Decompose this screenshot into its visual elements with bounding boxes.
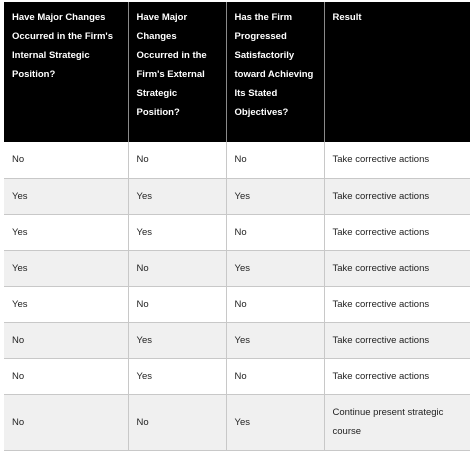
cell-result: Take corrective actions <box>324 358 470 394</box>
cell-internal: Yes <box>4 178 128 214</box>
cell-external: No <box>128 286 226 322</box>
table-row <box>4 286 470 322</box>
cell-result: Take corrective actions <box>324 250 470 286</box>
cell-result: Continue present strategic course <box>324 394 470 450</box>
cell-internal: Yes <box>4 250 128 286</box>
cell-internal: Yes <box>4 214 128 250</box>
cell-objectives: Yes <box>226 178 324 214</box>
cell-internal: No <box>4 322 128 358</box>
table-header <box>4 2 470 142</box>
cell-internal: No <box>4 358 128 394</box>
table-row <box>4 250 470 286</box>
cell-objectives: No <box>226 142 324 178</box>
cell-objectives: Yes <box>226 394 324 450</box>
table-row <box>4 142 470 178</box>
cell-external: No <box>128 394 226 450</box>
table-row <box>4 322 470 358</box>
strategy-evaluation-table-container <box>4 2 470 451</box>
cell-result: Take corrective actions <box>324 214 470 250</box>
cell-objectives: Yes <box>226 322 324 358</box>
cell-objectives: No <box>226 214 324 250</box>
header-row <box>4 2 470 142</box>
table-row <box>4 394 470 450</box>
header-objectives-progress: Has the Firm Progressed Satisfactorily toward Achieving Its Stated Objectives? <box>226 2 324 142</box>
cell-internal: Yes <box>4 286 128 322</box>
table-row <box>4 358 470 394</box>
strategy-evaluation-table <box>4 2 470 451</box>
cell-external: Yes <box>128 322 226 358</box>
table-body <box>4 142 470 450</box>
cell-objectives: No <box>226 286 324 322</box>
header-result: Result <box>324 2 470 142</box>
table-row <box>4 178 470 214</box>
cell-external: No <box>128 250 226 286</box>
header-external-position: Have Major Changes Occurred in the Firm's External Strategic Position? <box>128 2 226 142</box>
cell-external: No <box>128 142 226 178</box>
cell-external: Yes <box>128 214 226 250</box>
cell-result: Take corrective actions <box>324 142 470 178</box>
cell-external: Yes <box>128 358 226 394</box>
cell-result: Take corrective actions <box>324 286 470 322</box>
table-row <box>4 214 470 250</box>
cell-result: Take corrective actions <box>324 178 470 214</box>
cell-internal: No <box>4 394 128 450</box>
header-internal-position: Have Major Changes Occurred in the Firm's Internal Strategic Position? <box>4 2 128 142</box>
cell-external: Yes <box>128 178 226 214</box>
cell-result: Take corrective actions <box>324 322 470 358</box>
cell-objectives: No <box>226 358 324 394</box>
cell-objectives: Yes <box>226 250 324 286</box>
cell-internal: No <box>4 142 128 178</box>
